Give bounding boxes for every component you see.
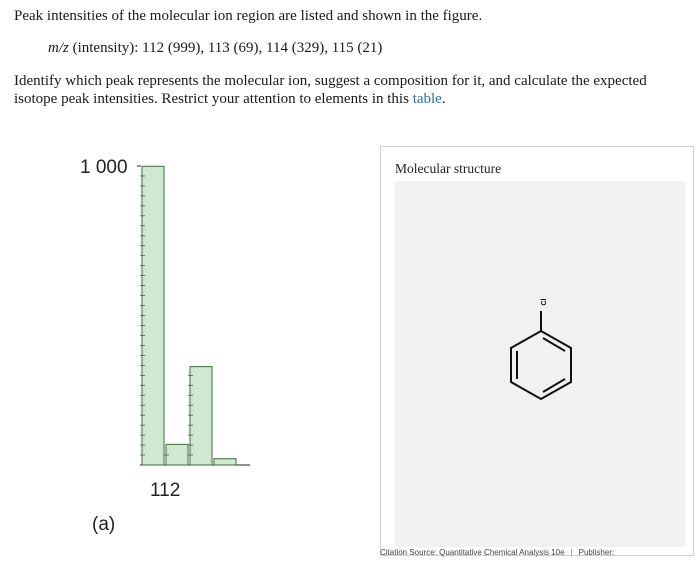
peak-bar-115 [214,459,236,465]
question-intro: Peak intensities of the molecular ion region are listed and shown in the figure. [14,8,483,24]
x-tick-label: 112 [150,480,181,501]
structure-title: Molecular structure [395,161,502,176]
molecular-structure-panel [380,146,694,556]
peak-bar-113 [166,444,188,465]
prompt-text: Identify which peak represents the molecular ion, suggest a composition for it, and calculate the expected isotope peak intensities. Restrict your attention to elements in this [14,73,647,107]
double-bond-2 [543,379,565,392]
y-tick-label-max: 1 000 [80,157,128,178]
publisher-label: Publisher: [578,548,615,557]
peak-bar-114 [190,367,212,465]
double-bond-1 [543,338,565,351]
mz-values: (intensity): 112 (999), 113 (69), 114 (329), 115 (21) [68,40,383,56]
table-link[interactable]: table [412,91,442,107]
ring-outline [511,331,571,399]
panel-label: (a) [92,514,116,535]
chlorine-atom-label: Cl [541,298,548,306]
chlorobenzene-structure [395,181,685,547]
peak-bar-112 [142,166,164,465]
citation-source: Citation Source: Quantitative Chemical Analysis 10e [380,548,565,557]
prompt-end: . [441,91,446,107]
citation-footer [380,548,700,564]
structure-canvas [395,181,685,547]
mz-label: m/z [48,40,69,56]
footer-divider: | [570,548,573,557]
benzene-ring [511,311,571,399]
